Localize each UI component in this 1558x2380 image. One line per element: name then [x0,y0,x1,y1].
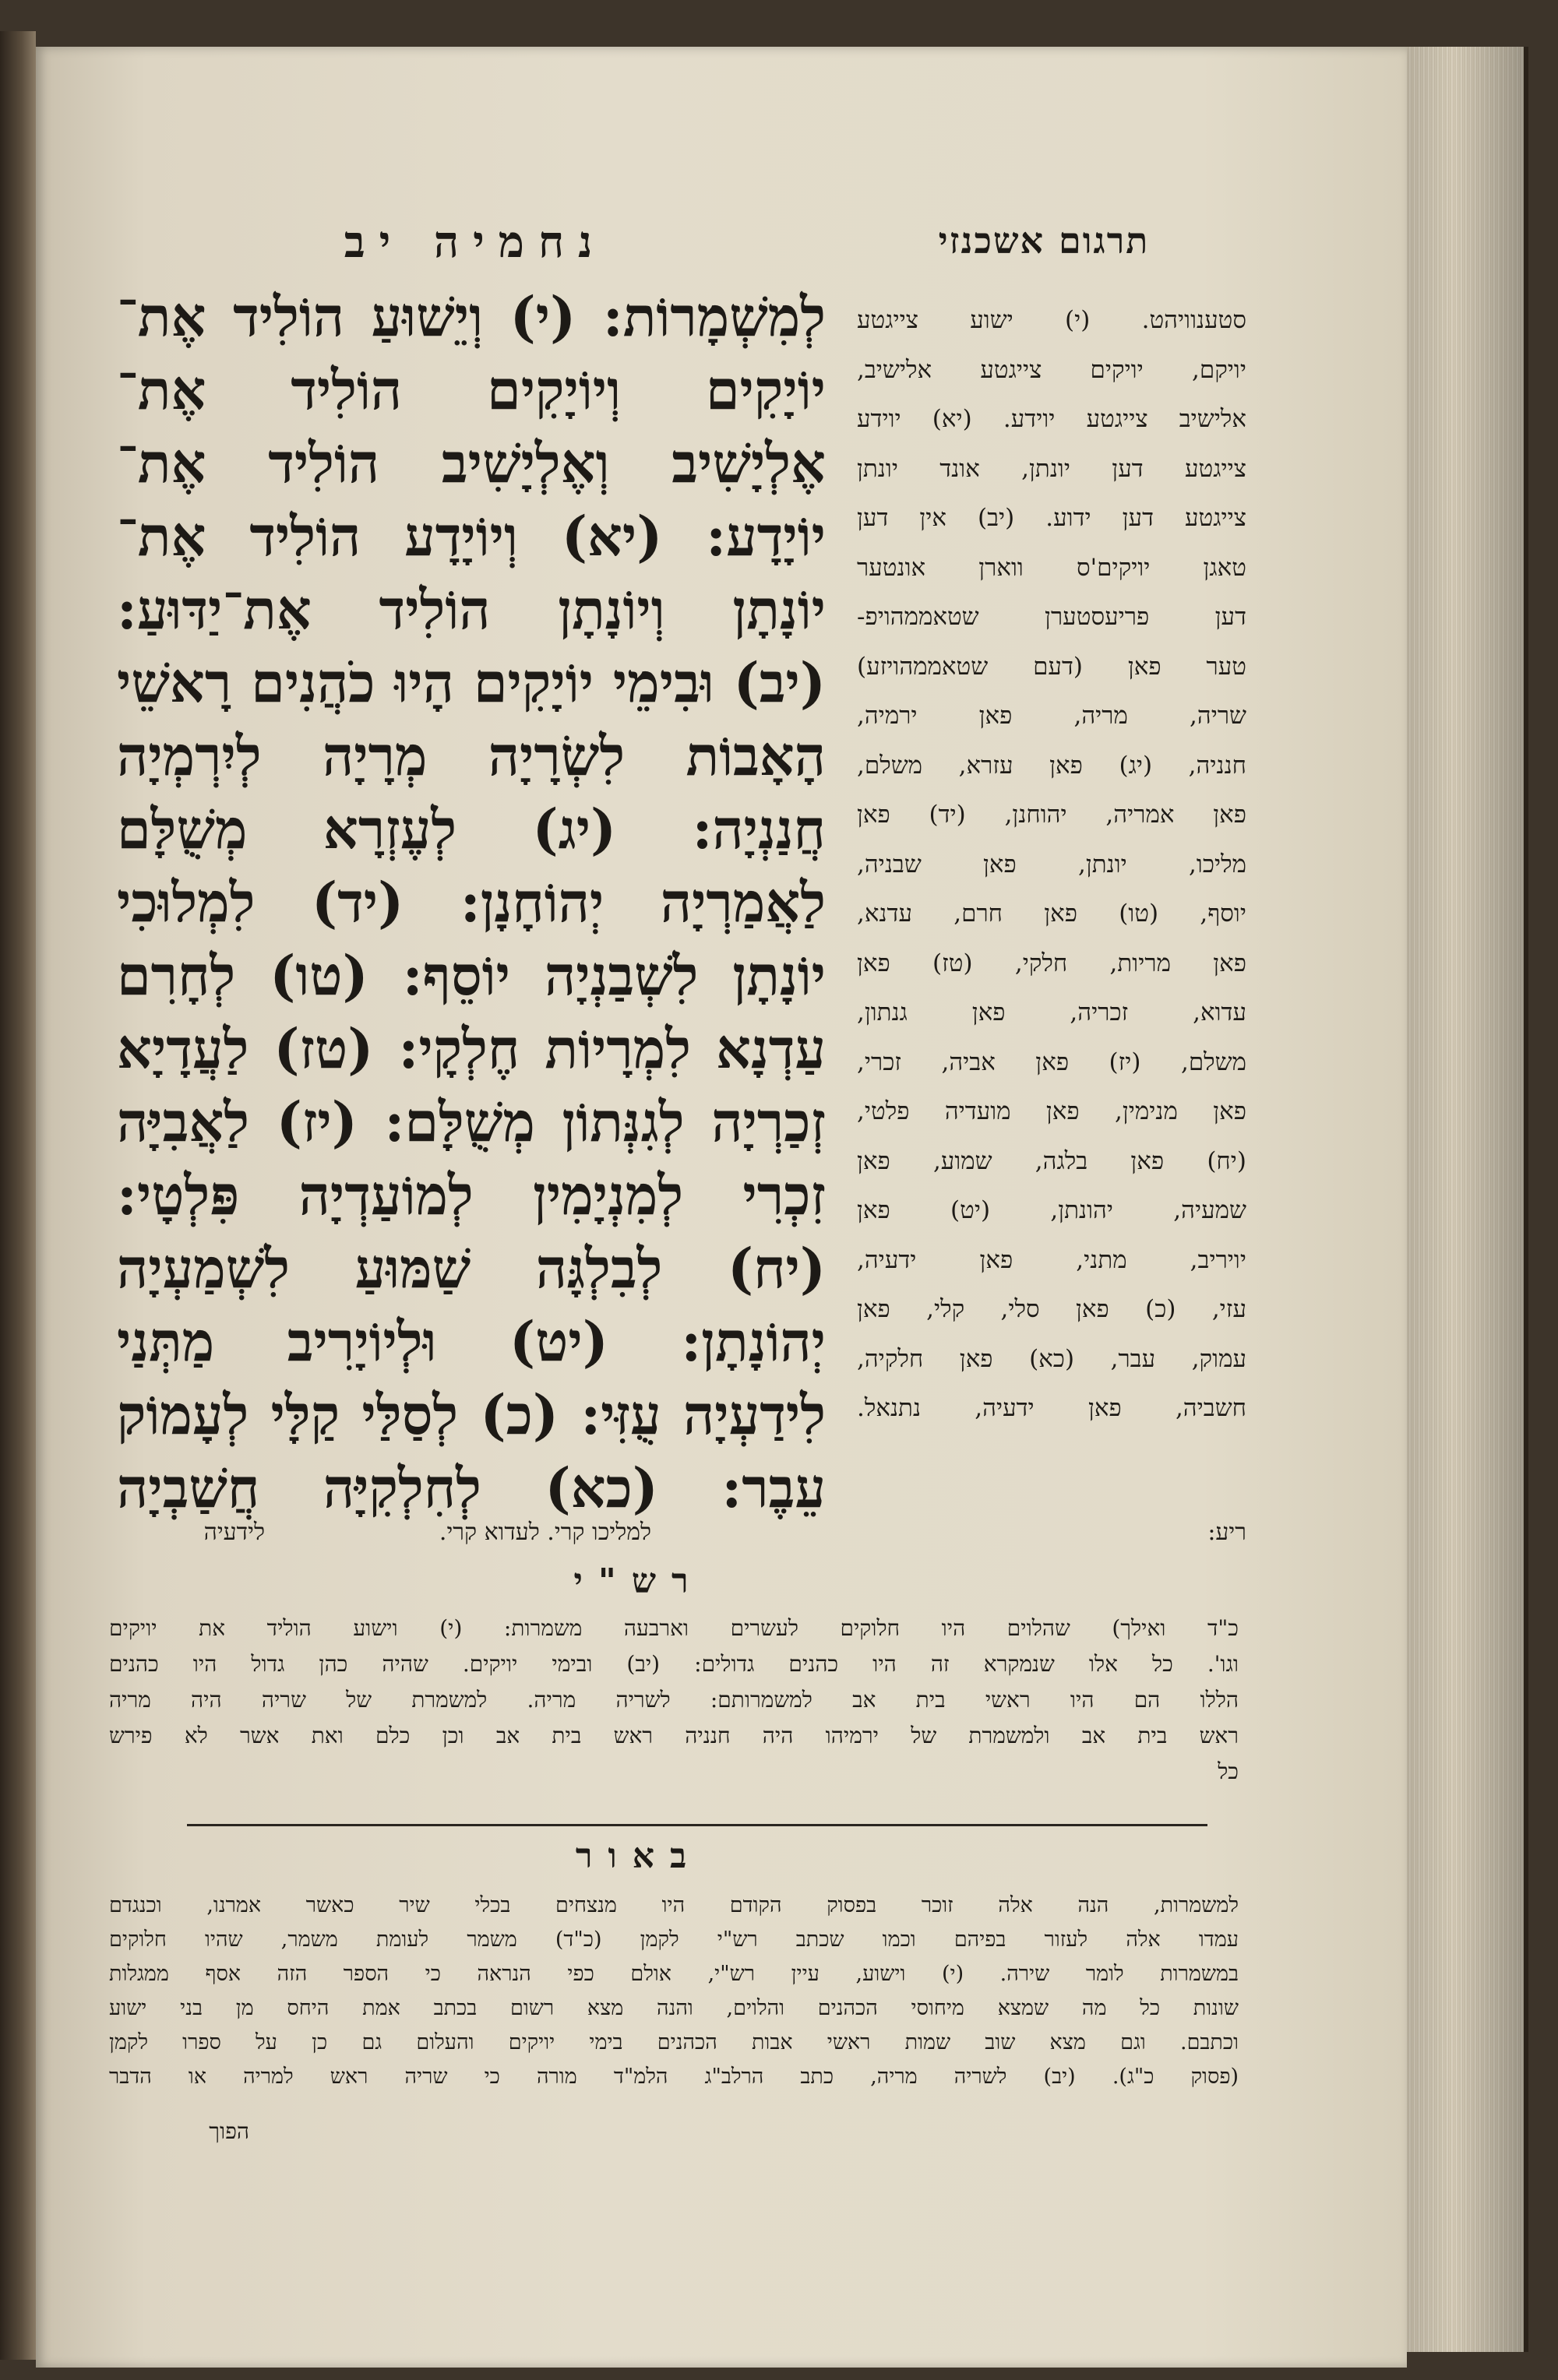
main-text-line: יוֹנָתָן לִשְׁבַנְיָה יוֹסֵף: (טו) לְחָרִם [117,943,826,1008]
left-page-edge [0,31,36,2360]
section-divider [187,1824,1207,1826]
targum-line: יויקם, יויקים צייגטע אלישיב, [857,355,1246,384]
targum-line: פאן מנימין, פאן מועדיה פלטי, [857,1097,1246,1125]
targum-line: צייגטע דען יונתן, אונד יונתן [857,454,1246,483]
biur-line: שונות כל מה שמצא מיחוסי הכהנים והלוים, והנה מצא רשום בכתב אמת היחס מן בני ישוע [109,1996,1239,2020]
keri-note-center: למליכו קרי. לעדוא קרי. [439,1519,652,1546]
main-text-column [117,280,826,1525]
targum-line: אלישיב צייגטע יוידע. (יא) יוידע [857,405,1246,433]
targum-line: עמוק, עבר, (כא) פאן חלקיה, [857,1344,1246,1373]
biur-commentary [109,1889,1239,2094]
main-text-line: לַאֲמַרְיָה יְהוֹחָנָן: (יד) לִמְלוּכִי [117,870,826,935]
targum-line: טער פאן (דעם שטאממהויזע) [857,652,1246,681]
targum-line: פאן אמריה, יהוחנן, (יד) פאן [857,801,1246,829]
main-text-line: זְכַרְיָה לְגִנְּתוֹן מְשֻׁלָּם: (יז) לַאֲבִיָּה [117,1090,826,1154]
main-text-line: עַדְנָא לִמְרָיוֹת חֶלְקָי: (טז) לַעֲדָיָא [117,1016,826,1081]
biur-line: במשמרות לומר שירה. (י) וישוע, עיין רש"י, אולם כפי הנראה כי הספר הזה אסף ממגלות [109,1962,1239,1986]
targum-line: יוסף, (טו) פאן חרם, עדנא, [857,900,1246,928]
rashi-heading: רש"י [573,1561,704,1601]
main-text-line: אֶלְיָשִׁיב וְאֶלְיָשִׁיב הוֹלִיד אֶת־ [117,431,826,495]
main-text-line: לִידַעְיָה עֻזִּי: (כ) לְסַלַּי קַלָּי לְעָמוֹק [117,1382,826,1447]
targum-line: דען פריעסטערן שטאממהויפ- [857,603,1246,631]
biur-line: עמדו אלה לעזור בפיהם וכמו שכתב רש"י לקמן (כ"ד) משמר לעומת משמר, שהיו חלוקים [109,1928,1239,1952]
rashi-line: ראש בית אב ולמשמרת של ירמיהו היה חנניה ראש בית אב וכן כלם ואת אשר לא פירש [109,1723,1239,1748]
running-header-targum: תרגום אשכנזי [938,220,1150,262]
main-text-line: חֲנַנְיָה: (יג) לְעֶזְרָא מְשֻׁלָּם [117,797,826,861]
targum-catchword: ריע: [1207,1519,1246,1546]
biur-line: (פסוק כ"ג). (יב) לשריה מריה, כתב הרלב"ג הלמ"ד מורה כי שריה ראש למריה או הדבר [109,2065,1239,2089]
targum-line: פאן מריות, חלקי, (טז) פאן [857,949,1246,977]
main-text-line: זִכְרִי לְמִנְיָמִין לְמוֹעַדְיָה פִּלְטָי: [117,1163,826,1227]
page-stack-shade [1407,47,1524,2352]
main-text-line: (יח) לְבִלְגָּה שַׁמּוּעַ לִשְׁמַעְיָה [117,1236,826,1301]
targum-line: סטענוויהט. (י) ישוע צייגטע [857,306,1246,334]
targum-line: יויריב, מתני, פאן ידעיה, [857,1245,1246,1274]
main-text-line: יוֹיָדָע: (יא) וְיוֹיָדָע הוֹלִיד אֶת־ [117,504,826,569]
targum-line: צייגטע דען ידוע. (יב) אין דען [857,504,1246,532]
biur-catchword: הפוך [209,2118,249,2144]
rashi-line: כל [1218,1759,1239,1784]
rashi-commentary [109,1611,1239,1790]
targum-line: שריה, מריה, פאן ירמיה, [857,702,1246,730]
targum-line: משלם, (יז) פאן אביה, זכרי, [857,1047,1246,1076]
keri-note-left: לידעיה [203,1519,265,1546]
targum-line: חנניה, (יג) פאן עזרא, משלם, [857,751,1246,780]
targum-line: עדוא, זכריה, פאן גנתון, [857,998,1246,1026]
main-text-line: לְמִשְׁמָרוֹת: (י) וְיֵשׁוּעַ הוֹלִיד אֶת־ [117,284,826,349]
main-text-line: (יב) וּבִימֵי יוֹיָקִים הָיוּ כֹהֲנִים רָאשֵׁי [117,650,826,715]
targum-line: טאגן יויקים'ס ווארן אונטער [857,553,1246,582]
biur-heading: באור [575,1836,703,1876]
running-header-book: נחמיה יב [344,217,607,268]
biur-line: וכתבם. וגם מצא שוב שמות ראשי אבות הכהנים בימי יויקים והעלום גם כן על ספרו לקמן [109,2030,1239,2054]
main-text-line: יוֹנָתָן וְיוֹנָתָן הוֹלִיד אֶת־יַדּוּעַ: [117,577,826,642]
targum-line: (יח) פאן בלגה, שמוע, פאן [857,1146,1246,1175]
main-text-line: עֵבֶר: (כא) לְחִלְקִיָּה חֲשַׁבְיָה [117,1456,826,1520]
targum-column [857,296,1246,1434]
biur-line: למשמרות, הנה אלה זוכר בפסוק הקודם היו מנצחים בכלי שיר כאשר אמרנו, וכנגדם [109,1893,1239,1917]
main-text-line: יְהוֹנָתָן: (יט) וּלְיוֹיָרִיב מַתְּנַי [117,1309,826,1374]
targum-line: מליכו, יונתן, פאן שבניה, [857,850,1246,878]
main-text-line: הָאָבוֹת לִשְׂרָיָה מְרָיָה לְיִרְמְיָה [117,724,826,788]
rashi-line: וגו'. כל אלו שנמקרא זה היו כהנים גדולים: (יב) ובימי יויקים. שהיה כהן גדול היו כהנים [109,1651,1239,1677]
targum-line: עזי, (כ) פאן סלי, קלי, פאן [857,1295,1246,1323]
main-text-line: יוֹיָקִים וְיוֹיָקִים הוֹלִיד אֶת־ [117,357,826,422]
targum-line: שמעיה, יהונתן, (יט) פאן [857,1196,1246,1224]
rashi-line: הללו הם היו ראשי בית אב למשמרותם: לשריה מריה. למשמרת של שריה היה מריה [109,1687,1239,1713]
rashi-line: כ"ד ואילך) שהלוים היו חלוקים לעשרים וארבעה משמרות: (י) וישוע הוליד את יויקים [109,1615,1239,1641]
targum-line: חשביה, פאן ידעיה, נתנאל. [857,1394,1246,1422]
